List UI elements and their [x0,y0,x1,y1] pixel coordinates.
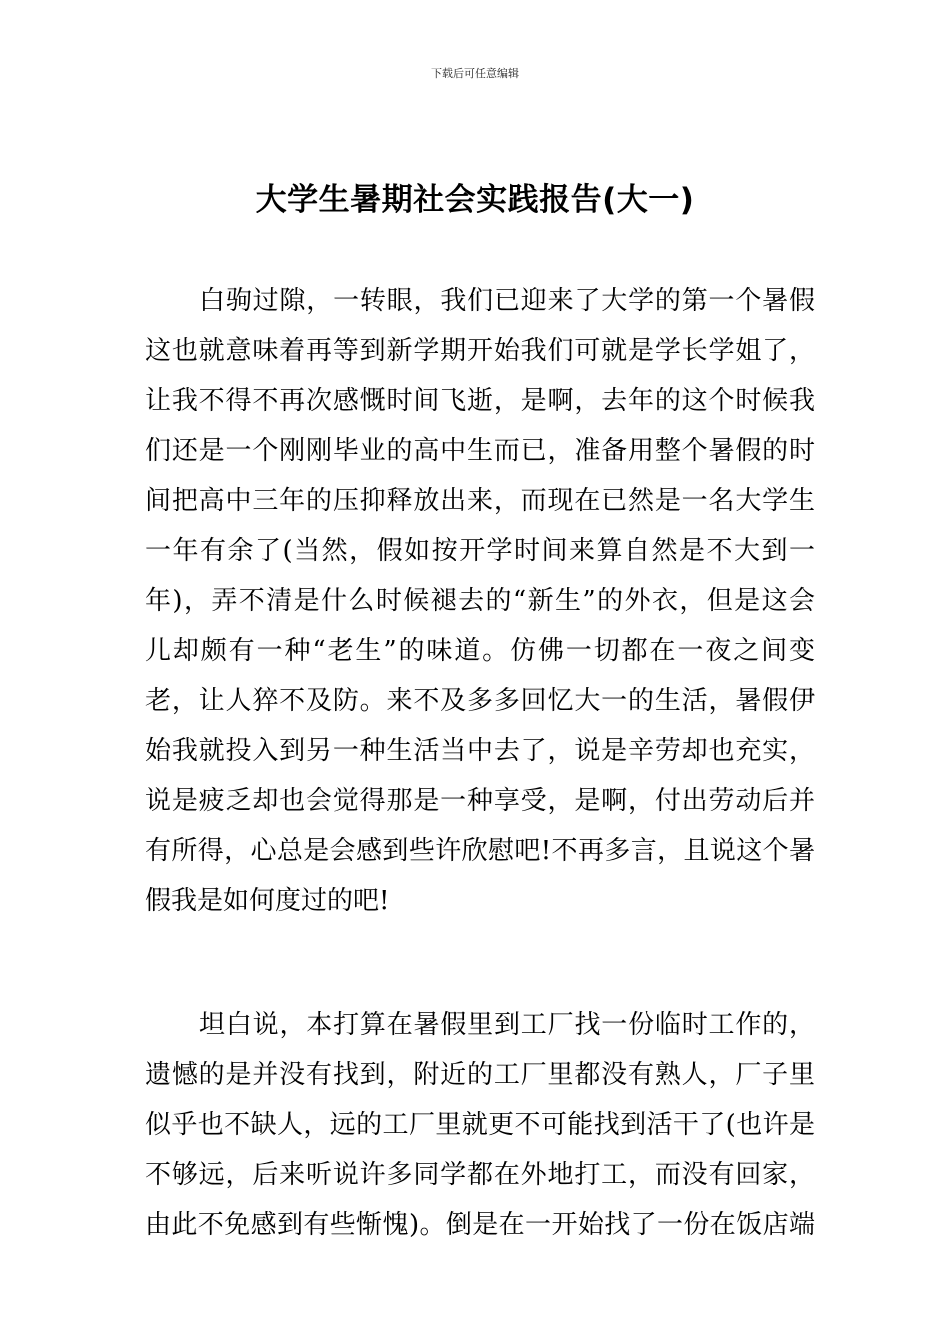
paragraph-line: 让我不得不再次感慨时间飞逝，是啊，去年的这个时候我 [145,386,815,416]
paragraph-line: 这也就意味着再等到新学期开始我们可就是学长学姐了， [145,336,815,366]
document-title: 大学生暑期社会实践报告(大一) [255,182,695,218]
paragraph-line: 有所得，心总是会感到些许欣慰吧!不再多言，且说这个暑 [145,836,815,866]
paragraph-line: 老，让人猝不及防。来不及多多回忆大一的生活，暑假伊 [145,686,815,716]
paragraph-line: 似乎也不缺人，远的工厂里就更不可能找到活干了(也许是 [145,1110,815,1140]
paragraph-line: 年)，弄不清是什么时候褪去的“新生”的外衣，但是这会 [145,586,815,616]
header-note: 下载后可任意编辑 [431,67,519,80]
paragraph-line: 一年有余了(当然，假如按开学时间来算自然是不大到一 [145,536,815,566]
paragraph-line: 坦白说，本打算在暑假里到工厂找一份临时工作的， [199,1010,815,1040]
paragraph-line: 们还是一个刚刚毕业的高中生而已，准备用整个暑假的时 [145,436,815,466]
paragraph-line: 遗憾的是并没有找到，附近的工厂里都没有熟人，厂子里 [145,1060,815,1090]
paragraph-line: 白驹过隙，一转眼，我们已迎来了大学的第一个暑假 [199,286,815,316]
paragraph-1 [145,276,815,926]
paragraph-line: 假我是如何度过的吧! [145,886,390,916]
paragraph-line: 儿却颇有一种“老生”的味道。仿佛一切都在一夜之间变 [145,636,815,666]
paragraph-line: 由此不免感到有些惭愧)。倒是在一开始找了一份在饭店端 [145,1210,815,1240]
paragraph-2 [145,1000,815,1250]
paragraph-line: 间把高中三年的压抑释放出来，而现在已然是一名大学生 [145,486,815,516]
paragraph-line: 说是疲乏却也会觉得那是一种享受，是啊，付出劳动后并 [145,786,815,816]
paragraph-line: 不够远，后来听说许多同学都在外地打工，而没有回家， [145,1160,815,1190]
document-body [145,276,815,1250]
paragraph-spacer [145,926,815,1000]
paragraph-line: 始我就投入到另一种生活当中去了，说是辛劳却也充实， [145,736,815,766]
